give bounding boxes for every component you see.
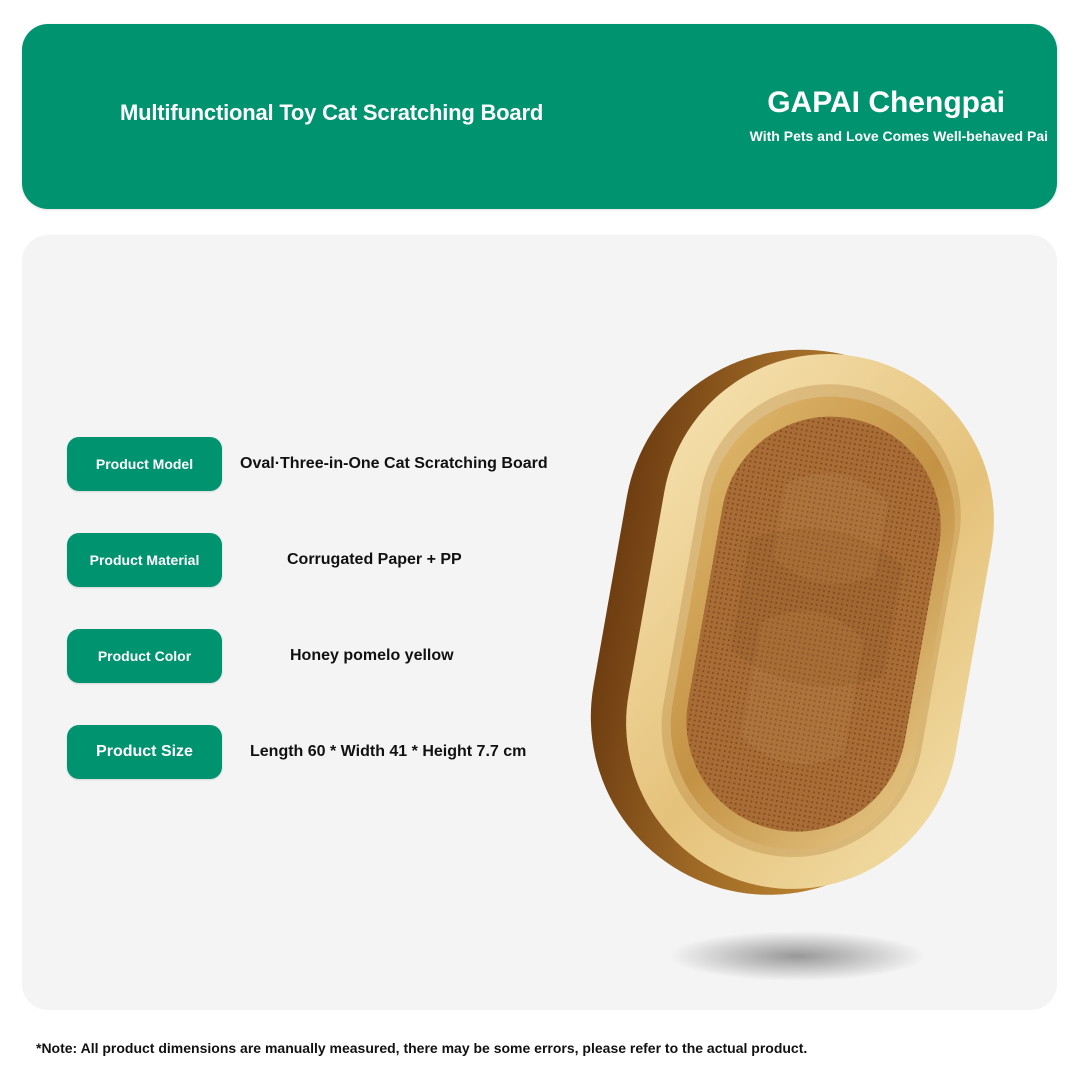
spec-label-model: Product Model: [67, 437, 222, 491]
spec-row-size: [67, 725, 667, 779]
spec-label-size: Product Size: [67, 725, 222, 779]
spec-value-material: Corrugated Paper + PP: [287, 551, 462, 568]
measurement-note: *Note: All product dimensions are manually measured, there may be some errors, please refer to the actual product.: [36, 1040, 808, 1056]
brand-name: GAPAI Chengpai: [767, 86, 1005, 119]
spec-value-color: Honey pomelo yellow: [290, 647, 454, 664]
product-headline: Multifunctional Toy Cat Scratching Board: [120, 100, 544, 125]
spec-value-model: Oval·Three-in-One Cat Scratching Board: [240, 455, 548, 472]
product-image: [587, 335, 1057, 985]
spec-row-material: [67, 533, 667, 587]
oval-cat-scratching-board-image: [587, 335, 1057, 985]
header-banner: [22, 24, 1057, 209]
product-spec-panel: [22, 235, 1057, 1010]
product-shadow: [669, 931, 925, 981]
spec-value-size: Length 60 * Width 41 * Height 7.7 cm: [250, 743, 527, 760]
brand-slogan: With Pets and Love Comes Well-behaved Pai: [749, 128, 1048, 144]
spec-label-material: Product Material: [67, 533, 222, 587]
spec-row-model: [67, 437, 667, 491]
spec-label-color: Product Color: [67, 629, 222, 683]
spec-row-color: [67, 629, 667, 683]
